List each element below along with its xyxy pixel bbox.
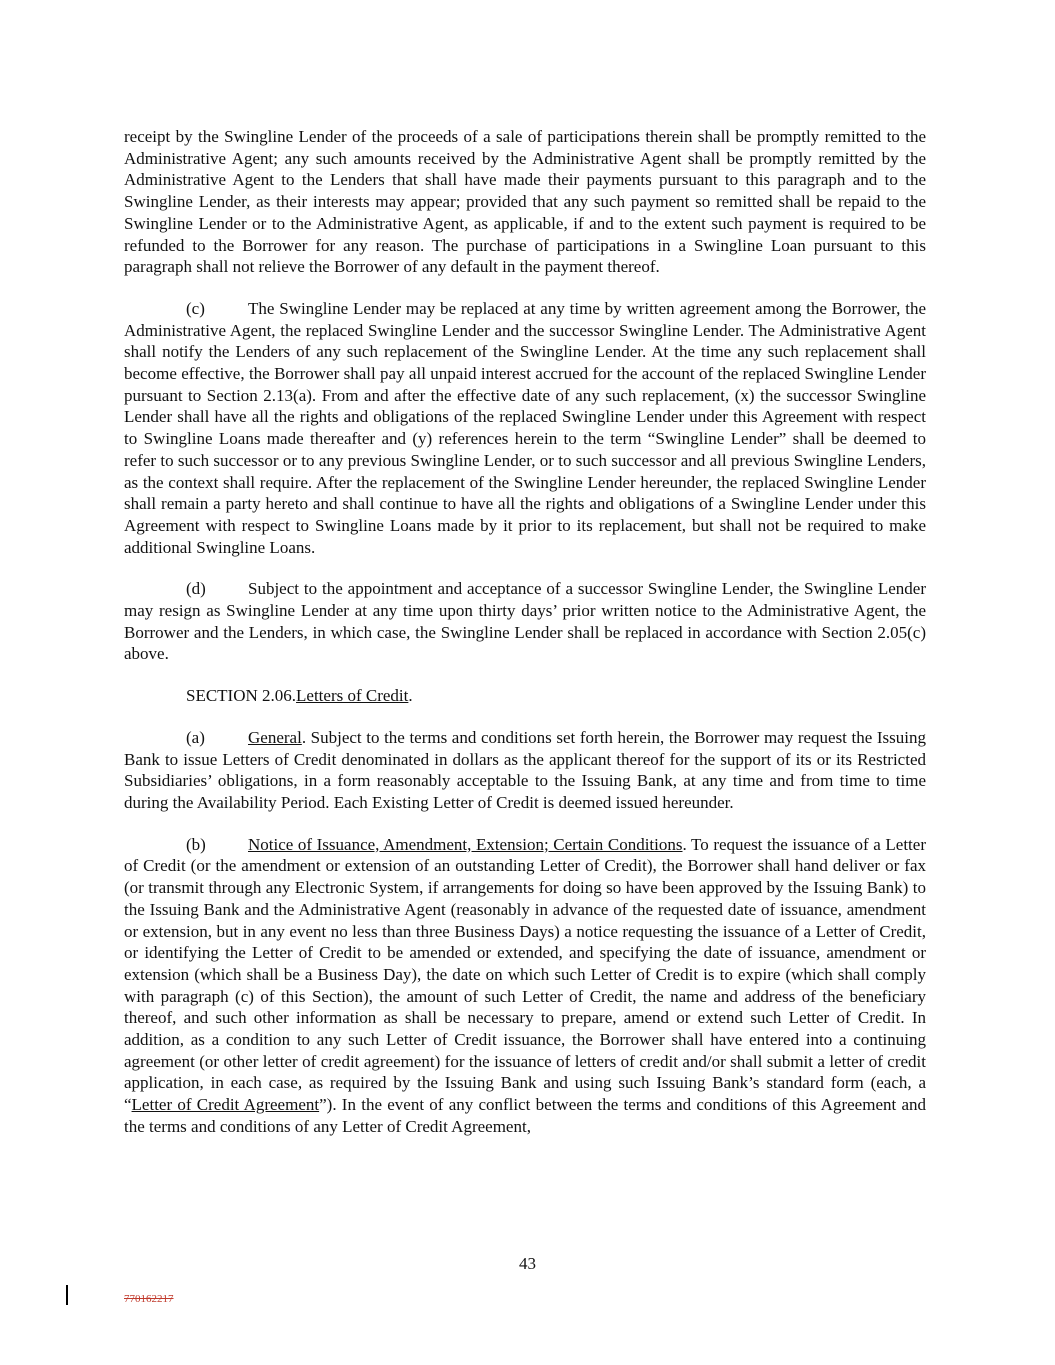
paragraph-c	[124, 298, 926, 558]
defined-term: Letter of Credit Agreement	[131, 1095, 320, 1115]
document-body	[124, 126, 926, 1138]
paragraph-b-label: (b)	[186, 834, 206, 854]
paragraph-b-heading: Notice of Issuance, Amendment, Extension; Certain Conditions	[248, 834, 683, 854]
paragraph-d-label: (d)	[186, 579, 206, 599]
paragraph-d-text: Subject to the appointment and acceptance of a successor Swingline Lender, the Swingline Lender may resign as Swingline Lender at any time upon thirty days’ prior written notice to the Administrative Agent, the Borrower and the Lenders, in which case, the Swingline Lender shall be replaced in accordance with Section 2.05(c) above.	[124, 579, 926, 664]
paragraph-d	[124, 578, 926, 665]
section-period: .	[408, 686, 413, 706]
page-number: 43	[519, 1254, 536, 1273]
paragraph-b	[124, 834, 926, 1138]
document-id: 770162217	[124, 1293, 174, 1305]
paragraph-a-text: . Subject to the terms and conditions set forth herein, the Borrower may request the Issuing Bank to issue Letters of Credit denominated in dollars as the applicant thereof for the support of its or its Restricted Subsidiaries’ obligations, in a form reasonably acceptable to the Issuing Bank, at any time and from time to time during the Availability Period. Each Existing Letter of Credit is deemed issued hereunder.	[124, 727, 926, 812]
section-number: SECTION 2.06.	[186, 686, 297, 706]
paragraph-a-heading: General	[248, 727, 302, 747]
paragraph-c-label: (c)	[186, 298, 205, 318]
section-title: Letters of Credit	[296, 686, 409, 706]
revision-bar	[66, 1285, 68, 1305]
section-heading	[124, 685, 926, 707]
paragraph-b-text-1: . To request the issuance of a Letter of Credit (or the amendment or extension of an outstanding Letter of Credit), the Borrower shall hand deliver or fax (or transmit through any Electronic System, if arrangements for doing so have been approved by the Issuing Bank) to the Issuing Bank and the Administrative Agent (reasonably in advance of the requested date of issuance, amendment or extension, but in any event no less than three Business Days) a notice requesting the issuance of a Letter of Credit, or identifying the Letter of Credit to be amended or extended, and specifying the date of issuance, amendment or extension (which shall be a Business Day), the date on which such Letter of Credit is to expire (which shall comply with paragraph (c) of this Section), the amount of such Letter of Credit, the name and address of the beneficiary thereof, and such other information as shall be necessary to prepare, amend or extend such Letter of Credit. In addition, as a condition to any such Letter of Credit issuance, the Borrower shall have entered into a continuing agreement (or other letter of credit agreement) for the issuance of letters of credit and/or shall submit a letter of credit application, in each case, as required by the Issuing Bank and using such Issuing Bank’s standard form (each, a “	[124, 834, 926, 1115]
paragraph-c-text: The Swingline Lender may be replaced at any time by written agreement among the Borrower, the Administrative Agent, the replaced Swingline Lender and the successor Swingline Lender. The Administrative Agent shall notify the Lenders of any such replacement of the Swingline Lender. At the time any such replacement shall become effective, the Borrower shall pay all unpaid interest accrued for the account of the replaced Swingline Lender pursuant to Section 2.13(a). From and after the effective date of any such replacement, (x) the successor Swingline Lender shall have all the rights and obligations of the replaced Swingline Lender under this Agreement with respect to Swingline Loans made thereafter and (y) references herein to the term “Swingline Lender” shall be deemed to refer to such successor or to any previous Swingline Lender, or to such successor and all previous Swingline Lenders, as the context shall require. After the replacement of the Swingline Lender hereunder, the replaced Swingline Lender shall remain a party hereto and shall continue to have all the rights and obligations of a Swingline Lender under this Agreement with respect to Swingline Loans made by it prior to its replacement, but shall not be required to make additional Swingline Loans.	[124, 298, 926, 557]
paragraph-b-text-2: ”). In the event of any conflict between the terms and conditions of this Agreement and the terms and conditions of any Letter of Credit Agreement,	[124, 1095, 926, 1136]
paragraph-a	[124, 727, 926, 814]
paragraph-a-label: (a)	[186, 727, 205, 747]
paragraph-continuation: receipt by the Swingline Lender of the proceeds of a sale of participations therein shall be promptly remitted to the Administrative Agent; any such amounts received by the Administrative Agent shall be promptly remitted by the Administrative Agent to the Lenders that shall have made their payments pursuant to this paragraph and to the Swingline Lender, as their interests may appear; provided that any such payment so remitted shall be repaid to the Swingline Lender or to the Administrative Agent, as applicable, if and to the extent such payment is required to be refunded to the Borrower for any reason. The purchase of participations in a Swingline Loan pursuant to this paragraph shall not relieve the Borrower of any default in the payment thereof.	[124, 127, 926, 277]
